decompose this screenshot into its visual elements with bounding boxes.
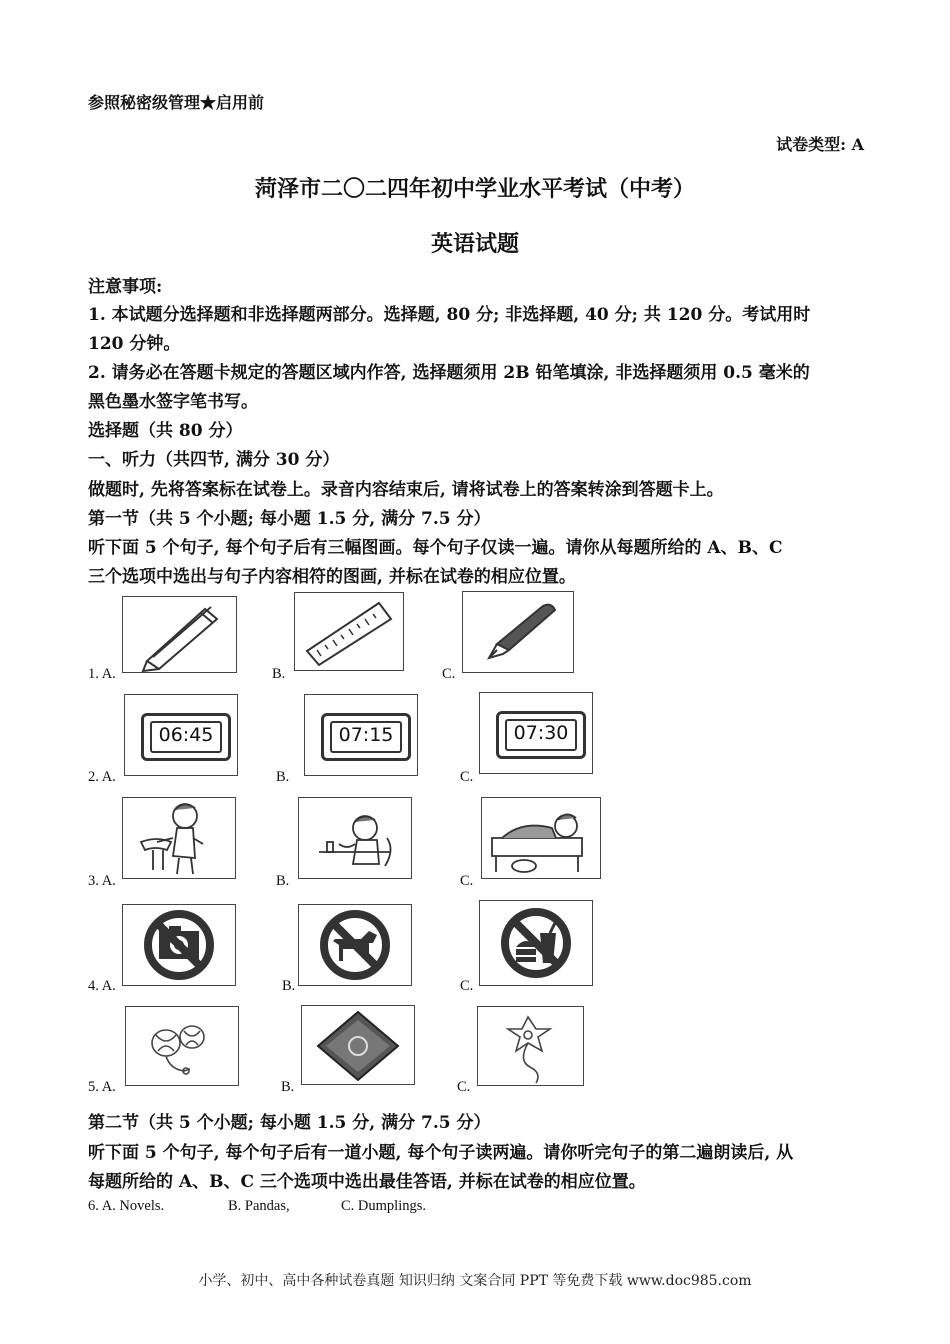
lanterns-picture [125,1006,239,1086]
fountain-pen-picture [462,591,574,673]
no-food-icon [480,901,592,985]
ruler-picture [294,592,404,671]
alarm-clock-icon [141,713,231,761]
fountain-pen-icon [463,592,573,672]
exam-title: 菏泽市二〇二四年初中学业水平考试（中考） [254,176,695,202]
part2-instructions-cont: 每题所给的 A、B、C 三个选项中选出最佳答语, 并标在试卷的相应位置。 [88,1172,646,1192]
boy-sleeping-icon [482,798,600,878]
pencil-picture [122,596,237,673]
q4-option-b[interactable]: B. [282,978,296,994]
exam-subtitle: 英语试题 [430,231,519,257]
notes-item1: 1. 本试题分选择题和非选择题两部分。选择题, 80 分; 非选择题, 40 分; 共 120 分。考试用时 [88,305,811,325]
q3-option-a[interactable]: 3. A. [88,873,116,889]
q4-option-a[interactable]: 4. A. [88,978,116,994]
notes-item2-cont: 黑色墨水签字笔书写。 [88,392,258,412]
paper-type: 试卷类型: A [776,135,864,154]
alarm-clock-icon [496,711,586,759]
clock-time-a: 06:45 [150,721,222,753]
no-camera-icon [123,905,235,985]
boy-sleeping-picture [481,797,601,879]
alarm-clock-icon [321,713,411,761]
section-choice: 选择题（共 80 分） [88,421,243,441]
page-footer: 小学、初中、高中各种试卷真题 知识归纳 文案合同 PPT 等免费下载 www.doc985.com [198,1273,752,1289]
diamond-ornament-icon [302,1006,414,1084]
clock-time-b: 07:15 [330,721,402,753]
no-food-picture [479,900,593,986]
boy-washing-icon [123,798,235,878]
q1-option-b[interactable]: B. [272,666,286,682]
q6-option-b[interactable]: B. Pandas, [228,1198,290,1214]
part1-instructions-cont: 三个选项中选出与句子内容相符的图画, 并标在试卷的相应位置。 [88,567,576,587]
boy-washing-picture [122,797,236,879]
boy-eating-picture [298,797,412,879]
confidential-label: 参照秘密级管理★启用前 [88,93,265,112]
notes-heading: 注意事项: [88,277,163,297]
q2-option-a[interactable]: 2. A. [88,769,116,785]
part2-heading: 第二节（共 5 个小题; 每小题 1.5 分, 满分 7.5 分） [88,1113,491,1133]
diamond-ornament-picture [301,1005,415,1085]
pencil-icon [123,597,236,672]
q6-option-a[interactable]: 6. A. Novels. [88,1198,165,1214]
q6-option-c[interactable]: C. Dumplings. [341,1198,426,1214]
kite-picture [477,1006,584,1086]
no-camera-picture [122,904,236,986]
kite-icon [478,1007,583,1085]
clock-time-c: 07:30 [505,719,577,751]
q5-option-b[interactable]: B. [281,1079,295,1095]
q2-option-c[interactable]: C. [460,769,474,785]
ruler-icon [295,593,403,670]
q5-option-a[interactable]: 5. A. [88,1079,116,1095]
notes-item1-cont: 120 分钟。 [88,334,181,354]
no-dogs-picture [298,904,412,986]
lanterns-icon [126,1007,238,1085]
q4-option-c[interactable]: C. [460,978,474,994]
q1-option-c[interactable]: C. [442,666,456,682]
part1-instructions: 听下面 5 个句子, 每个句子后有三幅图画。每个句子仅读一遍。请你从每题所给的 A、B、C [88,538,783,558]
listening-instructions: 做题时, 先将答案标在试卷上。录音内容结束后, 请将试卷上的答案转涂到答题卡上。 [88,480,724,500]
notes-item2: 2. 请务必在答题卡规定的答题区域内作答, 选择题须用 2B 铅笔填涂, 非选择题须用 0.5 毫米的 [88,363,810,383]
q3-option-c[interactable]: C. [460,873,474,889]
q3-option-b[interactable]: B. [276,873,290,889]
section-listening: 一、听力（共四节, 满分 30 分） [88,450,340,470]
clock-picture-c [479,692,593,774]
part2-instructions: 听下面 5 个句子, 每个句子后有一道小题, 每个句子读两遍。请你听完句子的第二遍朗读后, 从 [88,1143,794,1163]
q2-option-b[interactable]: B. [276,769,290,785]
clock-picture-b [304,694,418,776]
q1-option-a[interactable]: 1. A. [88,666,116,682]
clock-picture-a [124,694,238,776]
no-dogs-icon [299,905,411,985]
part1-heading: 第一节（共 5 个小题; 每小题 1.5 分, 满分 7.5 分） [88,509,491,529]
boy-eating-icon [299,798,411,878]
q5-option-c[interactable]: C. [457,1079,471,1095]
